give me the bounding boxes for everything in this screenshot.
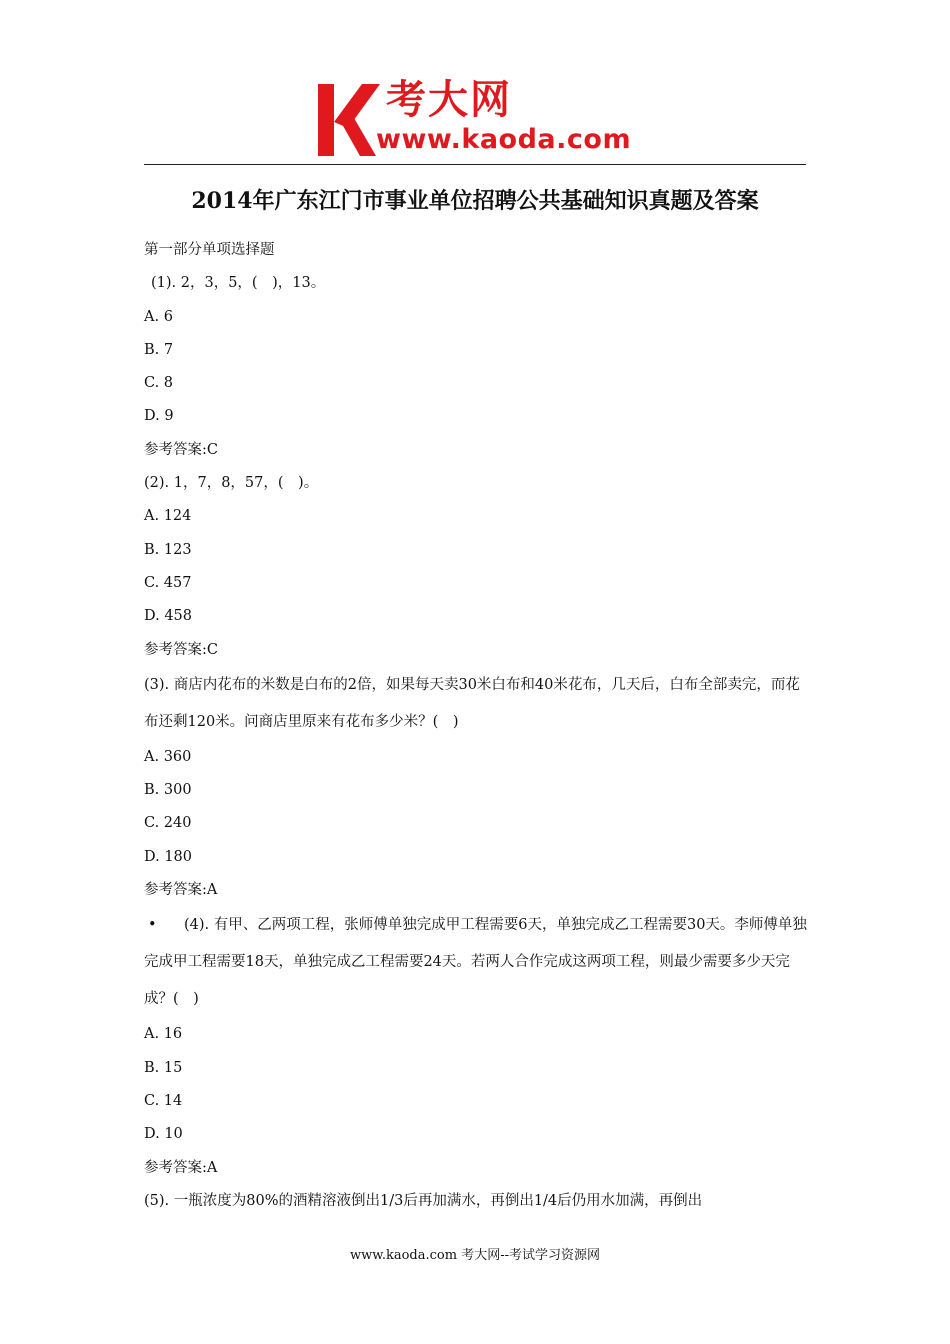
kaoda-logo (318, 78, 648, 160)
option-item: D. 458 (144, 608, 193, 625)
section-heading: 第一部分单项选择题 (144, 242, 275, 258)
option-item: B. 7 (144, 341, 174, 358)
option-item: B. 123 (144, 541, 192, 558)
option-item: B. 15 (144, 1059, 183, 1076)
bullet-icon: • (148, 917, 157, 934)
question-item-bulleted (144, 907, 808, 1018)
answer-line: 参考答案:C (144, 441, 218, 458)
option-item: A. 16 (144, 1026, 183, 1043)
option-item: D. 9 (144, 408, 174, 425)
question-stem: (2). 1，7，8，57，( )。 (144, 475, 319, 492)
answer-line: 参考答案:A (144, 882, 218, 899)
question-stem: (5). 一瓶浓度为80%的酒精溶液倒出1/3后再加满水，再倒出1/4后仍用水加满，再倒出 (144, 1192, 703, 1209)
option-item: C. 8 (144, 375, 174, 392)
option-item: D. 10 (144, 1126, 183, 1143)
option-item: A. 124 (144, 508, 192, 525)
logo-brand-cn: 考大网 (386, 77, 512, 123)
page-footer: www.kaoda.com 考大网--考试学习资源网 (350, 1248, 600, 1263)
question-stem: (1). 2，3，5，( )，13。 (151, 275, 326, 292)
k-logo-icon (318, 84, 380, 156)
answer-line: 参考答案:A (144, 1159, 218, 1176)
question-stem: (4). 有甲、乙两项工程，张师傅单独完成甲工程需要6天，单独完成乙工程需要30天。李师傅单独完成甲工程需要18天，单独完成乙工程需要24天。若两人合作完成这两项工程，则最少需要多少天完成？( ) (144, 917, 807, 1008)
document-title: 2014年广东江门市事业单位招聘公共基础知识真题及答案 (191, 188, 759, 214)
option-item: C. 14 (144, 1092, 183, 1109)
option-item: A. 360 (144, 748, 192, 765)
question-stem: (3). 商店内花布的米数是白布的2倍，如果每天卖30米白布和40米花布，几天后，白布全部卖完，而花布还剩120米。问商店里原来有花布多少米？( ) (144, 676, 800, 730)
document-body (144, 234, 808, 1218)
option-item: A. 6 (144, 308, 173, 325)
logo-brand-url: www.kaoda.com (376, 124, 632, 155)
option-item: C. 457 (144, 574, 192, 591)
option-item: D. 180 (144, 848, 193, 865)
header-rule (144, 164, 806, 165)
option-item: B. 300 (144, 782, 192, 799)
answer-line: 参考答案:C (144, 641, 218, 658)
option-item: C. 240 (144, 815, 192, 832)
